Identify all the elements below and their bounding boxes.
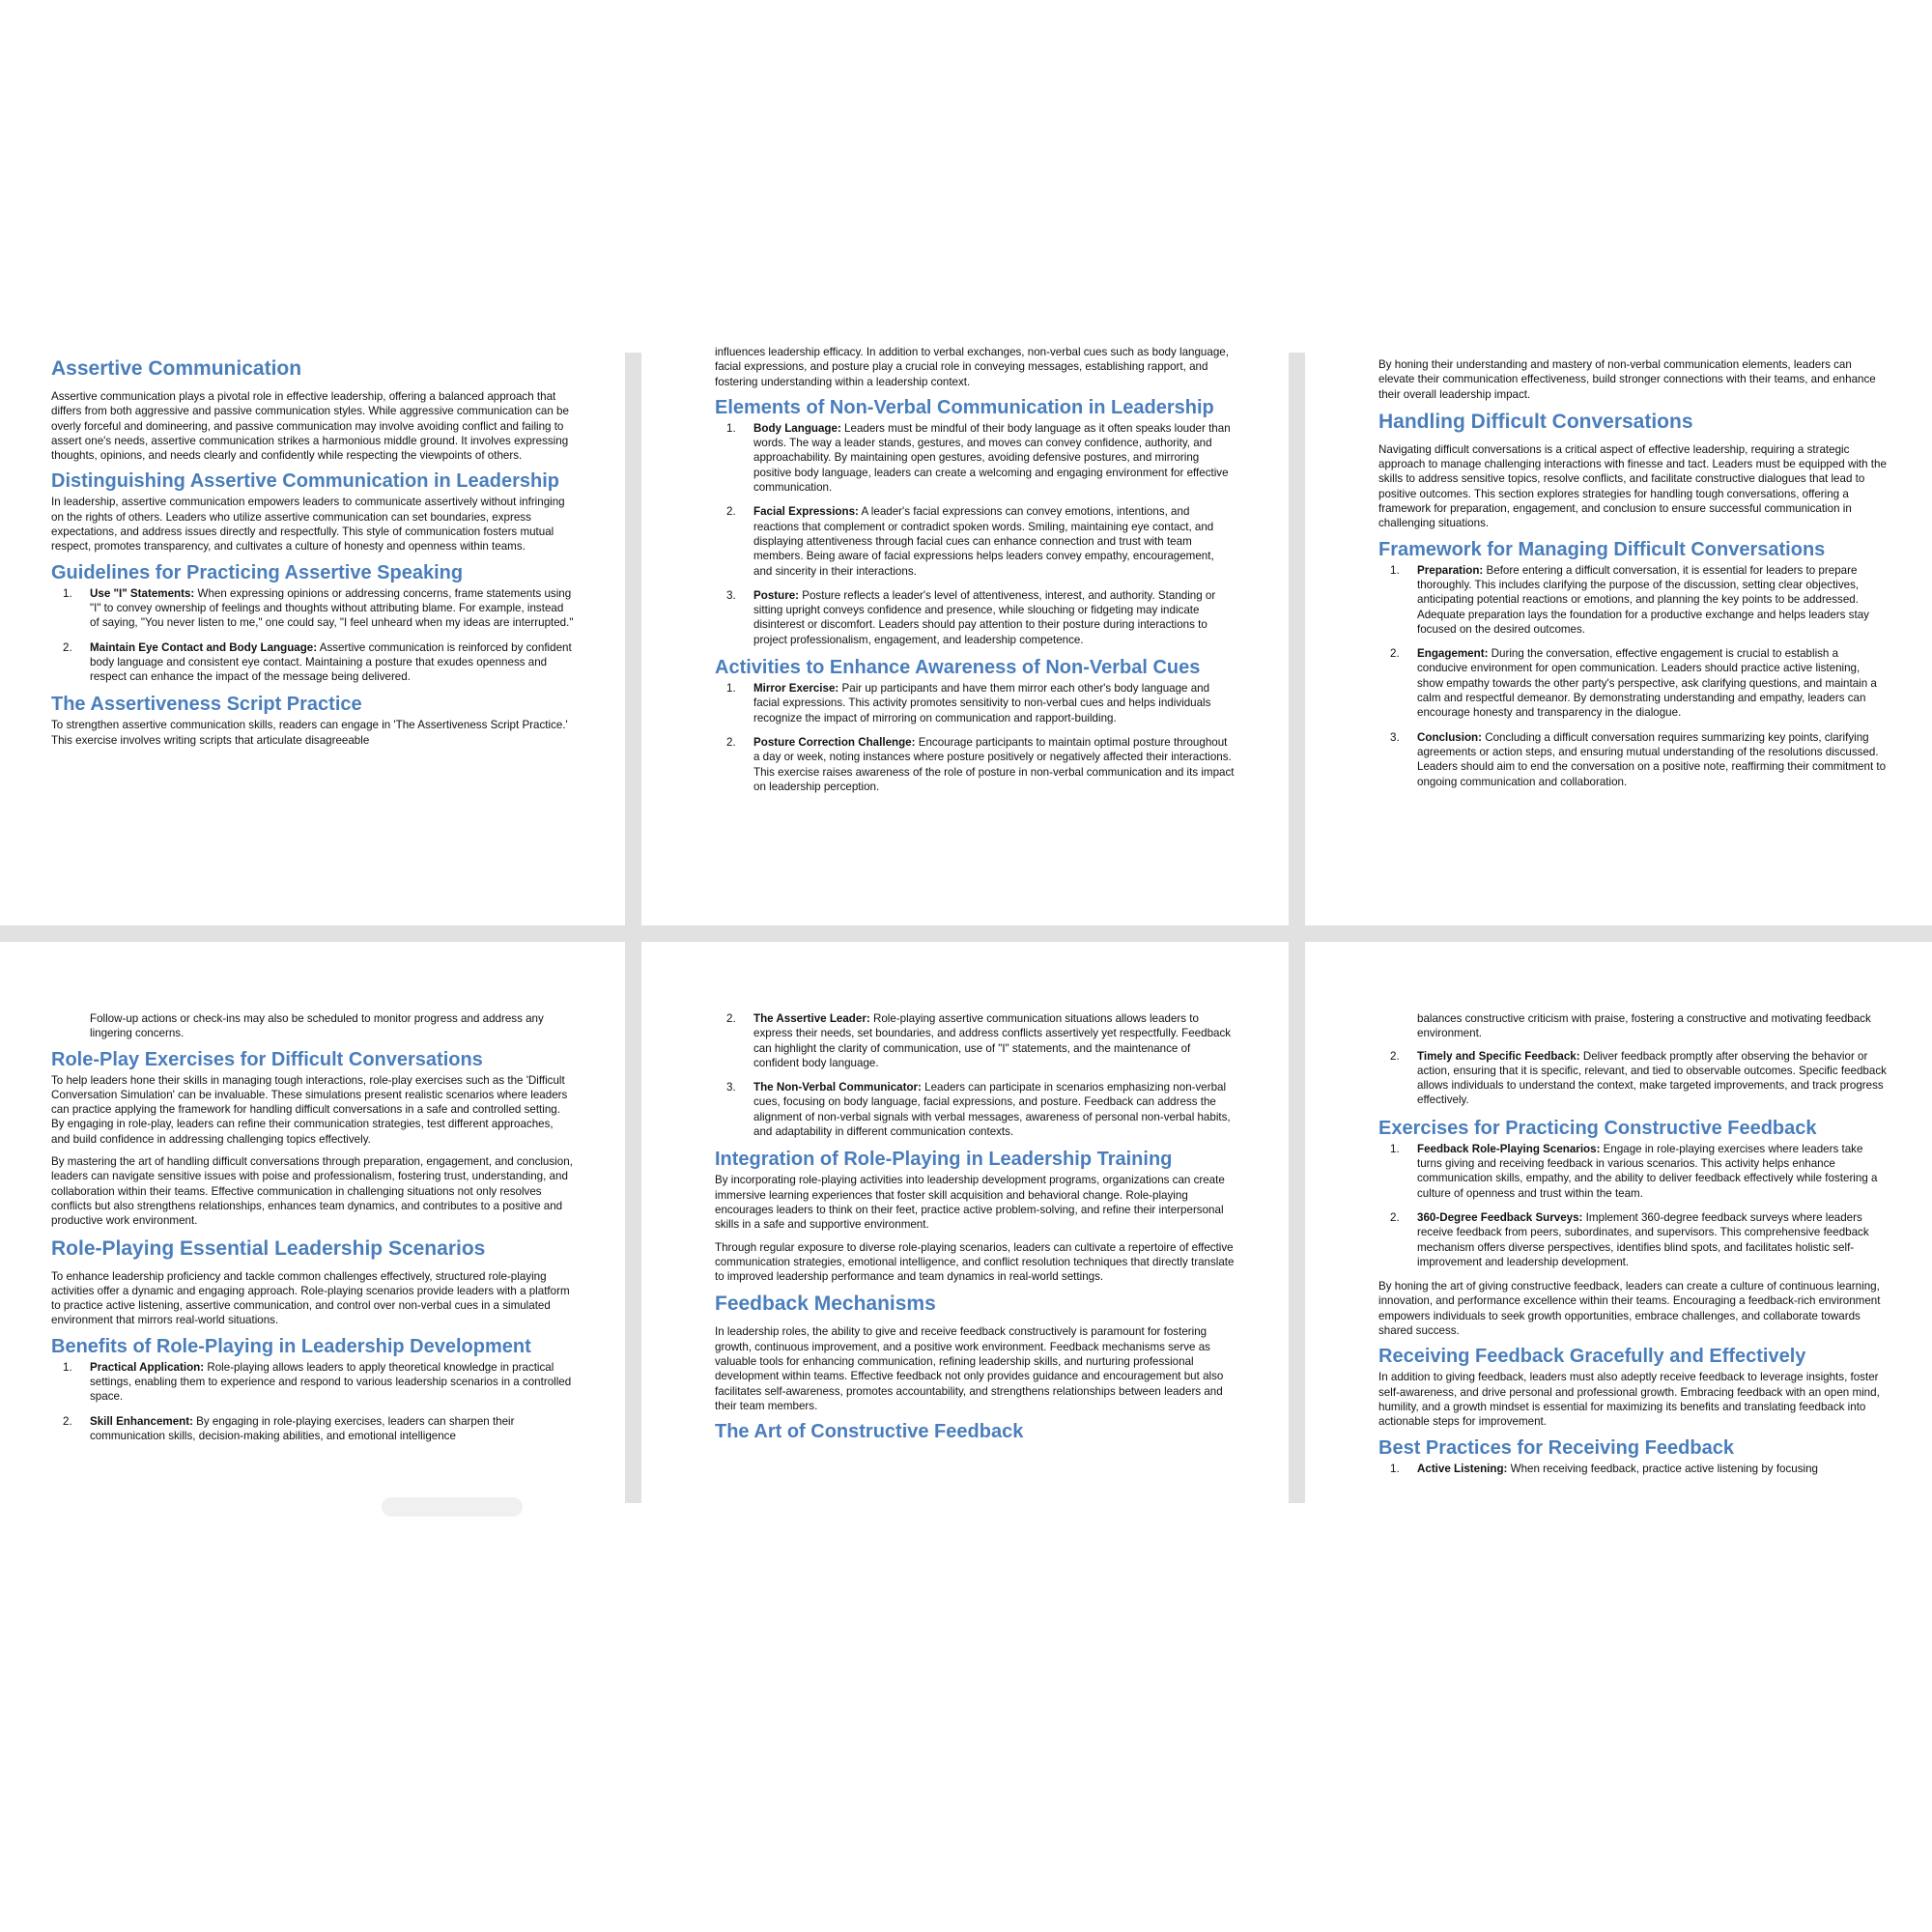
list-item-number: 1. bbox=[1390, 1142, 1400, 1155]
body-paragraph: To strengthen assertive communication skills, readers can engage in 'The Assertiveness Script Practice.' This exercise involves writing scripts that articulate disagreeable bbox=[51, 719, 568, 747]
subsection-heading: Best Practices for Receiving Feedback bbox=[1378, 1436, 1734, 1459]
list-item bbox=[715, 1011, 1235, 1070]
section-heading: Assertive Communication bbox=[51, 357, 302, 380]
list-item-number: 2. bbox=[1390, 647, 1400, 661]
list-item-term: Posture Correction Challenge: bbox=[753, 735, 916, 749]
subsection-heading: Framework for Managing Difficult Conversations bbox=[1378, 538, 1826, 560]
subsection-heading: Distinguishing Assertive Communication in Leadership bbox=[51, 470, 560, 493]
list-item-term: Conclusion: bbox=[1417, 730, 1482, 744]
list-item bbox=[715, 681, 1235, 725]
list-item bbox=[715, 1080, 1235, 1139]
list-item-term: The Assertive Leader: bbox=[753, 1012, 870, 1025]
list-item bbox=[1378, 1142, 1889, 1201]
body-paragraph: Through regular exposure to diverse role-playing scenarios, leaders can cultivate a repertoire of effective communication strategies, emotional intelligence, and conflict resolution techniques that directly translate to improved leadership performance and team dynamics in real-world settings. bbox=[715, 1240, 1235, 1284]
list-item-term: Practical Application: bbox=[90, 1360, 205, 1374]
list-item-term: Engagement: bbox=[1417, 647, 1489, 661]
list-item-text: When receiving feedback, practice active listening by focusing bbox=[1507, 1462, 1818, 1475]
list-item-term: Preparation: bbox=[1417, 563, 1484, 577]
subsection-heading: Role-Play Exercises for Difficult Conversations bbox=[51, 1048, 483, 1070]
list-item-number: 2. bbox=[63, 1414, 72, 1428]
list-item-term: Body Language: bbox=[753, 421, 841, 435]
page-1-content bbox=[51, 356, 575, 755]
list-item bbox=[1378, 1462, 1889, 1476]
list-item-number: 3. bbox=[726, 588, 736, 602]
page-1 bbox=[0, 353, 625, 925]
list-item-text: Concluding a difficult conversation requires summarizing key points, clarifying agreements or action steps, and ensuring mutual understanding of the resolutions discussed. Leaders should aim to end the conversation on a positive note, reaffirming their commitment to ongoing communication and collaboration. bbox=[1417, 730, 1887, 788]
list-item-number: 3. bbox=[1390, 730, 1400, 744]
list-item-text: Posture reflects a leader's level of attentiveness, interest, and authority. Standing or sitting upright conveys confidence and presence, while slouching or fidgeting may indicate disinterest or discomfort. Leaders should pay attention to their posture during interactions to project professionalism, engagement, and leadership competence. bbox=[753, 588, 1216, 646]
subsection-heading: Benefits of Role-Playing in Leadership Development bbox=[51, 1335, 531, 1357]
numbered-list bbox=[1378, 563, 1889, 789]
section-heading: Handling Difficult Conversations bbox=[1378, 410, 1693, 433]
body-paragraph: In leadership roles, the ability to give and receive feedback constructively is paramount for fostering growth, continuous improvement, and a positive work environment. Feedback mechanisms serve as valuable tools for enhancing communication, refining leadership skills, and nurturing professional development within teams. Effective feedback not only provides guidance and encouragement but also facilitates self-awareness, promotes accountability, and strengthens relationships between leaders and their team members. bbox=[715, 1325, 1224, 1412]
list-item-text: Assertive communication is reinforced by confident body language and consistent eye contact. Maintaining a posture that exudes openness and respect can enhance the impact of the message being delivered. bbox=[90, 640, 572, 684]
subsection-heading: The Assertiveness Script Practice bbox=[51, 694, 362, 716]
list-item bbox=[715, 504, 1235, 578]
list-item-term: 360-Degree Feedback Surveys: bbox=[1417, 1210, 1583, 1224]
list-item bbox=[1378, 563, 1889, 637]
list-item-number: 2. bbox=[1390, 1210, 1400, 1224]
list-item-number: 1. bbox=[1390, 1462, 1400, 1475]
list-item bbox=[51, 1360, 575, 1405]
body-paragraph: By mastering the art of handling difficult conversations through preparation, engagement, and conclusion, leaders can navigate sensitive issues with poise and professionalism, fostering trust, understanding, and collaboration within their teams. Effective communication in challenging situations not only resolves conflicts but also strengthens relationships, enhances team dynamics, and contributes to a positive and productive work environment. bbox=[51, 1155, 573, 1228]
numbered-list bbox=[1378, 1462, 1889, 1476]
list-item-term: Active Listening: bbox=[1417, 1462, 1508, 1475]
body-paragraph: In leadership, assertive communication empowers leaders to communicate assertively without infringing on the rights of others. Leaders who utilize assertive communication can set boundaries, express expectations, and address issues directly and respectfully. This style of communication fosters mutual respect, promotes transparency, and cultivates a culture of honesty and openness within teams. bbox=[51, 496, 565, 554]
body-paragraph: Assertive communication plays a pivotal role in effective leadership, offering a balanced approach that differs from both aggressive and passive communication styles. While aggressive communication can be overly forceful and domineering, and passive communication may involve avoiding conflict and failing to assert one's needs, assertive communication strikes a harmonious middle ground. It involves expressing thoughts, opinions, and needs clearly and confidently while respecting the viewpoints of others. bbox=[51, 390, 569, 463]
list-item bbox=[1378, 1049, 1889, 1108]
list-item-number: 2. bbox=[726, 735, 736, 749]
list-item-number: 1. bbox=[726, 682, 736, 696]
list-item bbox=[51, 1414, 575, 1444]
page-4-content bbox=[51, 1011, 575, 1453]
list-item-term: The Non-Verbal Communicator: bbox=[753, 1081, 922, 1094]
section-heading: Feedback Mechanisms bbox=[715, 1293, 936, 1316]
list-item bbox=[51, 586, 575, 631]
list-item-number: 1. bbox=[63, 1360, 72, 1374]
list-item-text: A leader's facial expressions can convey emotions, intentions, and reactions that complement or contradict spoken words. Smiling, maintaining eye contact, and displaying attentiveness through facial cues can enhance connection and trust with team members. Being aware of facial expressions helps leaders convey empathy, encouragement, and sincerity in their interactions. bbox=[753, 505, 1214, 578]
subsection-heading: Guidelines for Practicing Assertive Speaking bbox=[51, 561, 464, 583]
page-6-content bbox=[1378, 1011, 1889, 1486]
list-item-text: Role-playing allows leaders to apply theoretical knowledge in practical settings, enabling them to experience and respond to various leadership scenarios in a controlled space. bbox=[90, 1360, 572, 1404]
list-item-term: Mirror Exercise: bbox=[753, 682, 839, 696]
list-item-number: 2. bbox=[1390, 1049, 1400, 1063]
list-item-text: Deliver feedback promptly after observing the behavior or action, ensuring that it is specific, relevant, and tied to observable outcomes. Specific feedback allows individuals to understand the context, make targeted improvements, and track progress effectively. bbox=[1417, 1049, 1887, 1107]
numbered-list bbox=[1378, 1049, 1889, 1108]
list-item-text: Pair up participants and have them mirror each other's body language and facial expressions. This activity promotes sensitivity to non-verbal cues and helps individuals recognize the impact of mirroring on communication and rapport-building. bbox=[753, 682, 1211, 724]
body-paragraph: To help leaders hone their skills in managing tough interactions, role-play exercises such as the 'Difficult Conversation Simulation' can be invaluable. These simulations present realistic scenarios where leaders can practice applying the framework for handling difficult conversations in a safe and controlled setting. By engaging in role-play, leaders can refine their communication strategies, test different approaches, and build confidence in addressing challenging topics effectively. bbox=[51, 1073, 568, 1146]
subsection-heading: The Art of Constructive Feedback bbox=[715, 1421, 1024, 1443]
list-item-term: Maintain Eye Contact and Body Language: bbox=[90, 640, 318, 654]
page-6 bbox=[1305, 942, 1932, 1503]
list-item-term: Timely and Specific Feedback: bbox=[1417, 1049, 1580, 1063]
continued-list-text: balances constructive criticism with praise, fostering a constructive and motivating feedback environment. bbox=[1417, 1012, 1871, 1040]
list-item-text: During the conversation, effective engagement is crucial to establish a conducive environment for open communication. Leaders should practice active listening, show empathy towards the other party's perspective, ask clarifying questions, and maintain a calm and respectful demeanor. By demonstrating understanding and empathy, leaders can encourage honesty and transparency in the dialogue. bbox=[1417, 647, 1877, 720]
list-item-number: 3. bbox=[726, 1081, 736, 1094]
list-item-number: 2. bbox=[63, 640, 72, 654]
numbered-list bbox=[715, 681, 1235, 794]
list-item-text: Encourage participants to maintain optimal posture throughout a day or week, noting instances where posture positively or negatively affected their interactions. This exercise raises awareness of the role of posture in non-verbal communication and its impact on leadership perception. bbox=[753, 735, 1235, 793]
page-3-content bbox=[1378, 357, 1889, 799]
list-item-text: Implement 360-degree feedback surveys where leaders receive feedback from peers, subordinates, and supervisors. This comprehensive feedback mechanism offers diverse perspectives, identifies blind spots, and facilitates holistic self-improvement and leadership development. bbox=[1417, 1210, 1869, 1268]
list-item-term: Facial Expressions: bbox=[753, 505, 859, 519]
page-5 bbox=[641, 942, 1289, 1503]
numbered-list bbox=[715, 421, 1235, 647]
continued-list-text: Follow-up actions or check-ins may also be scheduled to monitor progress and address any lingering concerns. bbox=[90, 1012, 544, 1040]
page-3 bbox=[1305, 353, 1932, 925]
numbered-list bbox=[51, 1360, 575, 1443]
list-item-number: 2. bbox=[726, 1012, 736, 1025]
body-paragraph: Navigating difficult conversations is a critical aspect of effective leadership, requiring a strategic approach to manage challenging interactions with finesse and tact. Leaders must be equipped with the skills to address sensitive topics, resolve conflicts, and facilitate constructive dialogues that lead to positive outcomes. This section explores strategies for handling tough conversations, offering a framework for preparation, engagement, and conclusion to ensure successful communication in challenging situations. bbox=[1378, 442, 1887, 530]
subsection-heading: Elements of Non-Verbal Communication in Leadership bbox=[715, 396, 1214, 418]
list-item-text: By engaging in role-playing exercises, leaders can sharpen their communication skills, decision-making abilities, and emotional intelligence bbox=[90, 1414, 515, 1442]
subsection-heading: Activities to Enhance Awareness of Non-Verbal Cues bbox=[715, 657, 1201, 679]
list-item-term: Skill Enhancement: bbox=[90, 1414, 193, 1428]
body-paragraph: By incorporating role-playing activities into leadership development programs, organizations can create immersive learning experiences that foster skill acquisition and behavioral change. Role-playing encourages leaders to think on their feet, practice active problem-solving, and refine their interpersonal skills in a safe and supportive environment. bbox=[715, 1174, 1225, 1232]
list-item-term: Feedback Role-Playing Scenarios: bbox=[1417, 1142, 1601, 1155]
page-5-content bbox=[715, 1011, 1235, 1445]
page-4 bbox=[0, 942, 625, 1503]
numbered-list bbox=[715, 1011, 1235, 1139]
body-paragraph: influences leadership efficacy. In addition to verbal exchanges, non-verbal cues such as body language, facial expressions, and posture play a crucial role in conveying messages, establishing rapport, and fostering understanding within a leadership context. bbox=[715, 346, 1229, 388]
list-item-text: Before entering a difficult conversation, it is essential for leaders to prepare thoroughly. This includes clarifying the purpose of the discussion, setting clear objectives, anticipating potential reactions or emotions, and planning the key points to be addressed. Adequate preparation lays the foundation for a productive exchange and helps leaders stay focused on the desired outcomes. bbox=[1417, 563, 1869, 636]
document-viewer[interactable] bbox=[0, 346, 1932, 1503]
list-item-number: 1. bbox=[1390, 563, 1400, 577]
list-item-number: 2. bbox=[726, 505, 736, 519]
page-2-content bbox=[715, 346, 1235, 804]
list-item bbox=[1378, 1210, 1889, 1269]
subsection-heading: Exercises for Practicing Constructive Feedback bbox=[1378, 1117, 1817, 1139]
numbered-list bbox=[1378, 1142, 1889, 1269]
body-paragraph: By honing the art of giving constructive feedback, leaders can create a culture of continuous learning, innovation, and performance excellence within their teams. Encouraging a feedback-rich environment empowers individuals to seek growth opportunities, embrace challenges, and collaborate towards shared success. bbox=[1378, 1280, 1881, 1338]
list-item-text: Role-playing assertive communication situations allows leaders to express their needs, set boundaries, and address conflicts assertively yet respectfully. Feedback can highlight the clarity of communication, use of "I" statements, and the maintenance of confident body language. bbox=[753, 1012, 1232, 1069]
list-item bbox=[1378, 730, 1889, 789]
list-item-number: 1. bbox=[63, 586, 72, 600]
list-item bbox=[715, 735, 1235, 794]
page-2 bbox=[641, 346, 1289, 925]
section-heading: Role-Playing Essential Leadership Scenarios bbox=[51, 1236, 486, 1260]
list-item-text: Engage in role-playing exercises where leaders take turns giving and receiving feedback in various scenarios. This activity helps enhance communication skills, empathy, and the ability to deliver feedback effectively while fostering a culture of openness and trust within the team. bbox=[1417, 1142, 1878, 1200]
body-paragraph: To enhance leadership proficiency and tackle common challenges effectively, structured role-playing activities offer a dynamic and engaging approach. Role-playing scenarios provide leaders with a platform to practice active listening, assertive communication, and control over non-verbal cues in a simulated environment that mirrors real-world situations. bbox=[51, 1269, 570, 1327]
list-item bbox=[51, 640, 575, 685]
list-item-text: Leaders can participate in scenarios emphasizing non-verbal cues, focusing on body language, facial expressions, and posture. Feedback can address the alignment of non-verbal signals with verbal messages, awareness of personal non-verbal habits, and adaptability in different communication contexts. bbox=[753, 1081, 1231, 1139]
list-item bbox=[715, 421, 1235, 495]
list-item bbox=[715, 588, 1235, 647]
list-item-text: Leaders must be mindful of their body language as it often speaks louder than words. The way a leader stands, gestures, and moves can convey confidence, authority, and approachability. By maintaining open gestures, avoiding defensive postures, and mirroring positive body language, leaders can create a welcoming and engaging environment for effective communication. bbox=[753, 421, 1231, 495]
list-item-number: 1. bbox=[726, 421, 736, 435]
body-paragraph: By honing their understanding and mastery of non-verbal communication elements, leaders can elevate their communication effectiveness, build stronger connections with their teams, and enhance their overall leadership impact. bbox=[1378, 358, 1876, 401]
list-item-text: When expressing opinions or addressing concerns, frame statements using "I" to convey ownership of feelings and thoughts without attributing blame. For example, instead of saying, "You never listen to me," one could say, "I feel unheard when my ideas are interrupted." bbox=[90, 586, 574, 630]
subsection-heading: Receiving Feedback Gracefully and Effectively bbox=[1378, 1346, 1806, 1368]
list-item-term: Use "I" Statements: bbox=[90, 586, 195, 600]
list-item bbox=[1378, 646, 1889, 720]
numbered-list bbox=[51, 586, 575, 685]
page-indicator-toast bbox=[382, 1497, 523, 1517]
subsection-heading: Integration of Role-Playing in Leadership Training bbox=[715, 1149, 1173, 1171]
body-paragraph: In addition to giving feedback, leaders must also adeptly receive feedback to leverage insights, foster self-awareness, and drive personal and professional growth. Embracing feedback with an open mind, humility, and a growth mindset is essential for maximizing its benefits and translating feedback into actionable steps for improvement. bbox=[1378, 1371, 1880, 1429]
list-item-term: Posture: bbox=[753, 588, 800, 602]
